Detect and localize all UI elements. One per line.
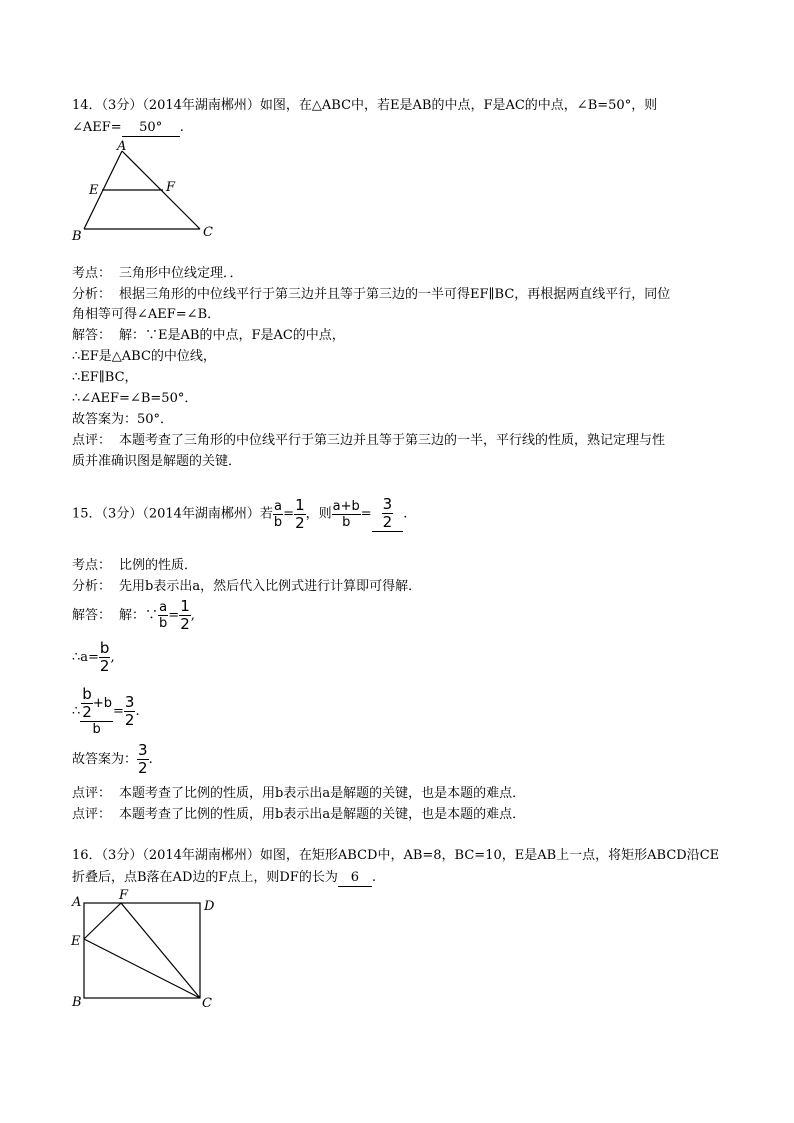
q15-s1-eq: = bbox=[168, 608, 180, 623]
q15-answer-fraction bbox=[382, 496, 394, 531]
q15-given-den: b bbox=[273, 514, 283, 530]
q15-gudaan-den: 2 bbox=[138, 759, 148, 777]
q15-given-fraction bbox=[273, 499, 283, 530]
q14-jieda-text-1: 解：∵E是AB的中点，F是AC的中点， bbox=[119, 328, 345, 343]
q14-fenxi-2: 角相等可得∠AEF=∠B． bbox=[72, 307, 221, 322]
q15-s2-end: , bbox=[110, 650, 115, 665]
q15-end: . bbox=[403, 506, 408, 522]
q15-s3-eq: = bbox=[112, 704, 124, 719]
q14-line2-suffix: . bbox=[179, 120, 184, 135]
q15-question bbox=[72, 496, 407, 532]
q14-gudaan: 故答案为：50°． bbox=[72, 412, 174, 427]
q14-jieda-4: ∴∠AEF=∠B=50°． bbox=[72, 391, 198, 406]
q15-ask-fraction bbox=[332, 499, 361, 530]
q14-answer-blank: 50° bbox=[122, 120, 180, 137]
q16-line2-suffix: . bbox=[371, 870, 376, 885]
q15-s1-right-fraction bbox=[179, 598, 191, 633]
q16-label-b: B bbox=[72, 995, 82, 1010]
q15-given-eq: = bbox=[283, 506, 295, 522]
q14-dianping-1 bbox=[72, 431, 665, 451]
q15-gudaan bbox=[72, 742, 153, 778]
q14-fenxi-text-1: 根据三角形的中位线平行于第三边并且等于第三边的一半可得EF∥BC，再根据两直线平行，同位 bbox=[119, 287, 671, 302]
q15-s1-end: , bbox=[190, 608, 195, 623]
q15-kaodian-text: 比例的性质． bbox=[119, 558, 198, 573]
q16-question-line2 bbox=[72, 868, 376, 888]
q15-answer-blank bbox=[372, 496, 404, 532]
q14-dianping-2: 质并准确识图是解题的关键． bbox=[72, 454, 242, 469]
q15-s3-inner-fraction bbox=[81, 686, 93, 721]
q14-line2-prefix: ∠AEF= bbox=[72, 120, 122, 135]
q15-dianping-text-1: 本题考查了比例的性质，用b表示出a是解题的关键，也是本题的难点． bbox=[119, 786, 526, 801]
q14-jieda-1 bbox=[72, 326, 345, 346]
q15-s1-den: b bbox=[159, 616, 168, 631]
q15-s2-num: b bbox=[99, 639, 110, 657]
q14-fenxi-1 bbox=[72, 285, 670, 305]
q16-label-d: D bbox=[204, 899, 215, 914]
q14-question-line1: 14．（3分）（2014年湖南郴州）如图，在△ABC中，若E是AB的中点，F是AC的中点，∠B=50°，则 bbox=[72, 98, 658, 113]
q15-dianping-text-2: 本题考查了比例的性质，用b表示出a是解题的关键，也是本题的难点． bbox=[119, 807, 526, 822]
q15-given-right-fraction bbox=[294, 497, 306, 532]
q16-segment-ef bbox=[84, 903, 121, 939]
q15-fenxi bbox=[72, 577, 421, 597]
q15-s1-rden: 2 bbox=[180, 615, 190, 633]
q15-s3-inner-den: 2 bbox=[82, 703, 92, 721]
q15-dianping-label-1: 点评： bbox=[72, 786, 112, 801]
q15-s3-den: b bbox=[92, 722, 101, 737]
q15-s3-prefix: ∴ bbox=[72, 704, 81, 719]
q14-label-e: E bbox=[89, 183, 99, 198]
q15-s1-fraction bbox=[158, 600, 168, 631]
q16-line2-prefix: 折叠后，点B落在AD边的F点上，则DF的长为 bbox=[72, 870, 338, 885]
q15-s2-prefix: ∴a= bbox=[72, 650, 99, 665]
q15-dianping-label-2: 点评： bbox=[72, 807, 112, 822]
q14-dianping-text-1: 本题考查了三角形的中位线平行于第三边并且等于第三边的一半，平行线的性质，熟记定理与性 bbox=[119, 433, 666, 448]
q15-gudaan-end: . bbox=[148, 752, 153, 767]
q15-prefix: 15．（3分）（2014年湖南郴州）若 bbox=[72, 506, 273, 522]
q15-ask-eq: = bbox=[360, 506, 372, 522]
q15-s3-inner-num: b bbox=[82, 685, 92, 703]
q15-s3-end: . bbox=[135, 704, 140, 719]
q15-s1-rnum: 1 bbox=[180, 597, 190, 615]
q15-jieda-label: 解答： bbox=[72, 608, 112, 623]
q15-s3-rden: 2 bbox=[124, 711, 135, 729]
q14-label-f: F bbox=[166, 180, 176, 195]
q15-dianping-2 bbox=[72, 805, 525, 825]
q15-gudaan-prefix: 故答案为： bbox=[72, 752, 138, 767]
q16-question-line1: 16．（3分）（2014年湖南郴州）如图，在矩形ABCD中，AB=8，BC=10，E是AB上一点，将矩形ABCD沿CE bbox=[72, 848, 720, 863]
q15-s3-rnum: 3 bbox=[124, 693, 135, 711]
q14-jieda-label: 解答： bbox=[72, 328, 112, 343]
q15-ask-den: b bbox=[342, 514, 351, 530]
q14-fenxi-label: 分析： bbox=[72, 287, 112, 302]
q15-s2-den: 2 bbox=[99, 657, 110, 675]
q15-given-rden: 2 bbox=[295, 513, 305, 532]
q15-kaodian-label: 考点： bbox=[72, 558, 112, 573]
q16-rectangle-abcd bbox=[84, 903, 200, 998]
q15-gudaan-num: 3 bbox=[138, 741, 148, 759]
q15-ask-num: a+b bbox=[332, 498, 360, 514]
q15-s3-plus: +b bbox=[92, 696, 112, 711]
q15-jieda-prefix: 解：∵ bbox=[119, 608, 159, 623]
q15-fenxi-text: 先用b表示出a，然后代入比例式进行计算即可得解． bbox=[119, 579, 422, 594]
q16-segment-ec bbox=[84, 939, 200, 998]
q14-jieda-2: ∴EF是△ABC的中位线， bbox=[72, 349, 216, 364]
q15-kaodian bbox=[72, 556, 197, 576]
q15-fenxi-label: 分析： bbox=[72, 579, 112, 594]
q15-gudaan-fraction bbox=[137, 742, 149, 777]
q15-step-2 bbox=[72, 640, 115, 675]
q15-s3-fraction bbox=[80, 686, 113, 737]
q14-label-b: B bbox=[72, 229, 82, 244]
q15-dianping-1 bbox=[72, 784, 525, 804]
q15-answer-den: 2 bbox=[382, 513, 393, 531]
q14-kaodian bbox=[72, 264, 243, 284]
q15-jieda-1 bbox=[72, 598, 195, 633]
q15-s1-num: a bbox=[159, 600, 168, 615]
q15-s3-right-fraction bbox=[124, 694, 136, 729]
q16-label-c: C bbox=[202, 996, 212, 1011]
q16-label-f: F bbox=[119, 888, 129, 903]
q15-mid: ，则 bbox=[305, 506, 332, 522]
q16-label-e: E bbox=[71, 934, 81, 949]
q15-answer-num: 3 bbox=[382, 495, 393, 513]
q16-answer-blank: 6 bbox=[338, 870, 372, 887]
q14-kaodian-text: 三角形中位线定理．． bbox=[119, 266, 243, 281]
q14-jieda-3: ∴EF∥BC， bbox=[72, 370, 138, 385]
q15-step-3 bbox=[72, 682, 140, 742]
q15-given-rnum: 1 bbox=[295, 495, 305, 514]
q14-kaodian-label: 考点： bbox=[72, 266, 112, 281]
q15-s2-fraction bbox=[99, 640, 111, 675]
q14-label-c: C bbox=[203, 225, 213, 240]
q16-label-a: A bbox=[72, 895, 82, 910]
q14-label-a: A bbox=[117, 139, 127, 154]
q15-given-num: a bbox=[274, 498, 283, 514]
q16-segment-fc bbox=[121, 903, 200, 998]
q15-s3-numerator bbox=[80, 686, 113, 722]
q14-dianping-label: 点评： bbox=[72, 433, 112, 448]
